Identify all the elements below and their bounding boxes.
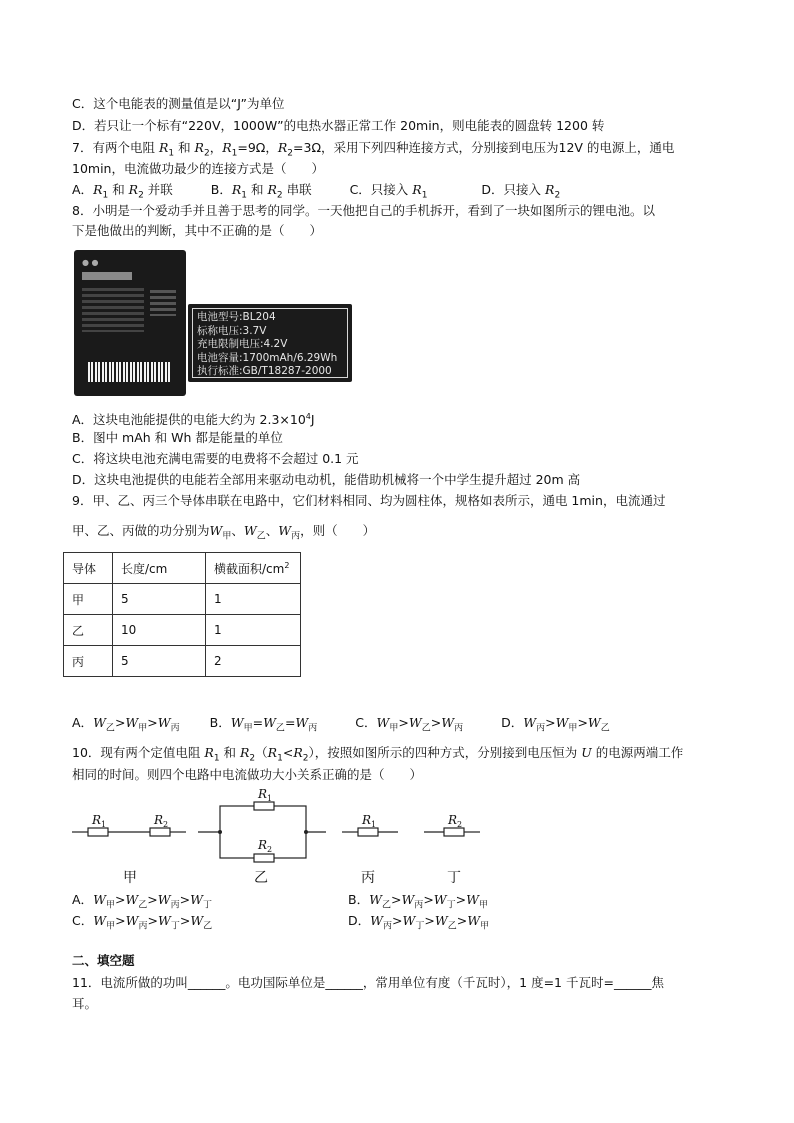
question-7-cont: 10min，电流做功最少的连接方式是（ ） [72,161,324,176]
option-c: C．将这块电池充满电需要的电费将不会超过 0.1 元 [72,451,359,466]
option-c: C．只接入 $R_1$ [349,182,428,201]
circuit-caption: 丙 [361,870,375,886]
section-heading: 二、填空题 [72,953,135,968]
option-a: A．$W_乙>W_甲>W_丙$ [72,715,180,734]
resistor-label: $R_2$ [154,813,169,829]
option-b: B．图中 mAh 和 Wh 都是能量的单位 [72,430,283,445]
circuit-caption: 甲 [123,870,137,886]
option-d: D．这块电池提供的电能若全部用来驱动电动机，能借助机械将一个中学生提升超过 20m 高 [72,472,581,487]
table-header: 长度/cm [113,553,206,584]
question-9: 9．甲、乙、丙三个导体串联在电路中，它们材料相同、均为圆柱体，规格如表所示，通电 1min，电流通过 [72,493,666,508]
table-cell: 5 [113,646,206,677]
option-text: C．这个电能表的测量值是以“J”为单位 [72,96,285,111]
resistor-label: $R_2$ [448,813,463,829]
option-d: D．$W_丙>W_丁>W_乙>W_甲$ [348,913,490,932]
question-8-cont: 下是他做出的判断，其中不正确的是（ ） [72,223,323,238]
circuit-bing [342,828,398,836]
resistor-label: $R_1$ [92,813,107,829]
resistor-label: $R_1$ [258,787,273,803]
battery-label: 电池型号:BL204 标称电压:3.7V 充电限制电压:4.2V 电池容量:1700mAh/6.29Wh 执行标准:GB/T18287-2000 [188,304,352,382]
option-d: D．只接入 $R_2$ [481,182,561,201]
battery-photo: ● ● [74,250,186,396]
option-c: C．$W_甲>W_乙>W_丙$ [355,715,464,734]
table-row [64,615,301,646]
table-header: 导体 [64,553,113,584]
circuit-jia [72,828,186,836]
table-cell: 甲 [64,584,113,615]
option-a: A．这块电池能提供的电能大约为 $2.3\times 10^4J$ [72,412,315,428]
conductor-table [63,552,301,677]
question-8: 8．小明是一个爱动手并且善于思考的同学。一天他把自己的手机拆开，看到了一块如图所示的锂电池。以 [72,203,655,218]
question-10-cont: 相同的时间。则四个电路中电流做功大小关系正确的是（ ） [72,767,423,782]
circuit-diagrams [60,780,500,866]
barcode [88,362,172,382]
resistor-label: $R_2$ [258,838,273,854]
table-row [64,584,301,615]
circuit-ding [424,828,480,836]
table-cell: 丙 [64,646,113,677]
option-text: D．若只让一个标有“220V，1000W”的电热水器正常工作 20min，则电能表的圆盘转 1200 转 [72,118,605,133]
circuit-caption: 乙 [254,870,268,886]
option-b: B．$R_1$ 和 $R_2$ 串联 [210,182,312,201]
question-11-cont: 耳。 [72,996,98,1011]
option-b: B．$W_乙>W_丙>W_丁>W_甲$ [348,892,489,911]
question-11: 11．电流所做的功叫______。电功国际单位是______，常用单位有度（千瓦时），1 度=1 千瓦时=______焦 [72,975,664,990]
option-c: C．$W_甲>W_丙>W_丁>W_乙$ [72,913,213,932]
question-9-cont: 甲、乙、丙做的功分别为$W_甲$、$W_乙$、$W_丙$，则（ ） [72,523,376,542]
table-cell: 1 [206,584,301,615]
question-9-options [72,714,610,738]
table-header: 横截面积$/cm^2$ [206,553,301,584]
table-cell: 2 [206,646,301,677]
table-header-row [64,553,301,584]
circuit-caption: 丁 [447,870,461,886]
resistor-label: $R_1$ [362,813,377,829]
table-cell: 乙 [64,615,113,646]
option-a: A．$R_1$ 和 $R_2$ 并联 [72,182,173,201]
option-a: A．$W_甲>W_乙>W_丙>W_丁$ [72,892,213,911]
question-7-options [72,181,560,205]
table-cell: 10 [113,615,206,646]
question-7: 7．有两个电阻 $R_1$ 和 $R_2$，$R_1=9\Omega$，$R_2=3\Omega$，采用下列四种连接方式，分别接到电压为12V 的电源上，通电 [72,140,675,159]
table-cell: 5 [113,584,206,615]
option-b: B．$W_甲=W_乙=W_丙$ [209,715,318,734]
question-10: 10．现有两个定值电阻 $R_1$ 和 $R_2(R_1<R_2)$，按照如图所示的四种方式，分别接到电压恒为 U 的电源两端工作 [72,745,684,764]
table-row [64,646,301,677]
table-cell: 1 [206,615,301,646]
option-d: D．$W_丙>W_甲>W_乙$ [501,715,610,734]
